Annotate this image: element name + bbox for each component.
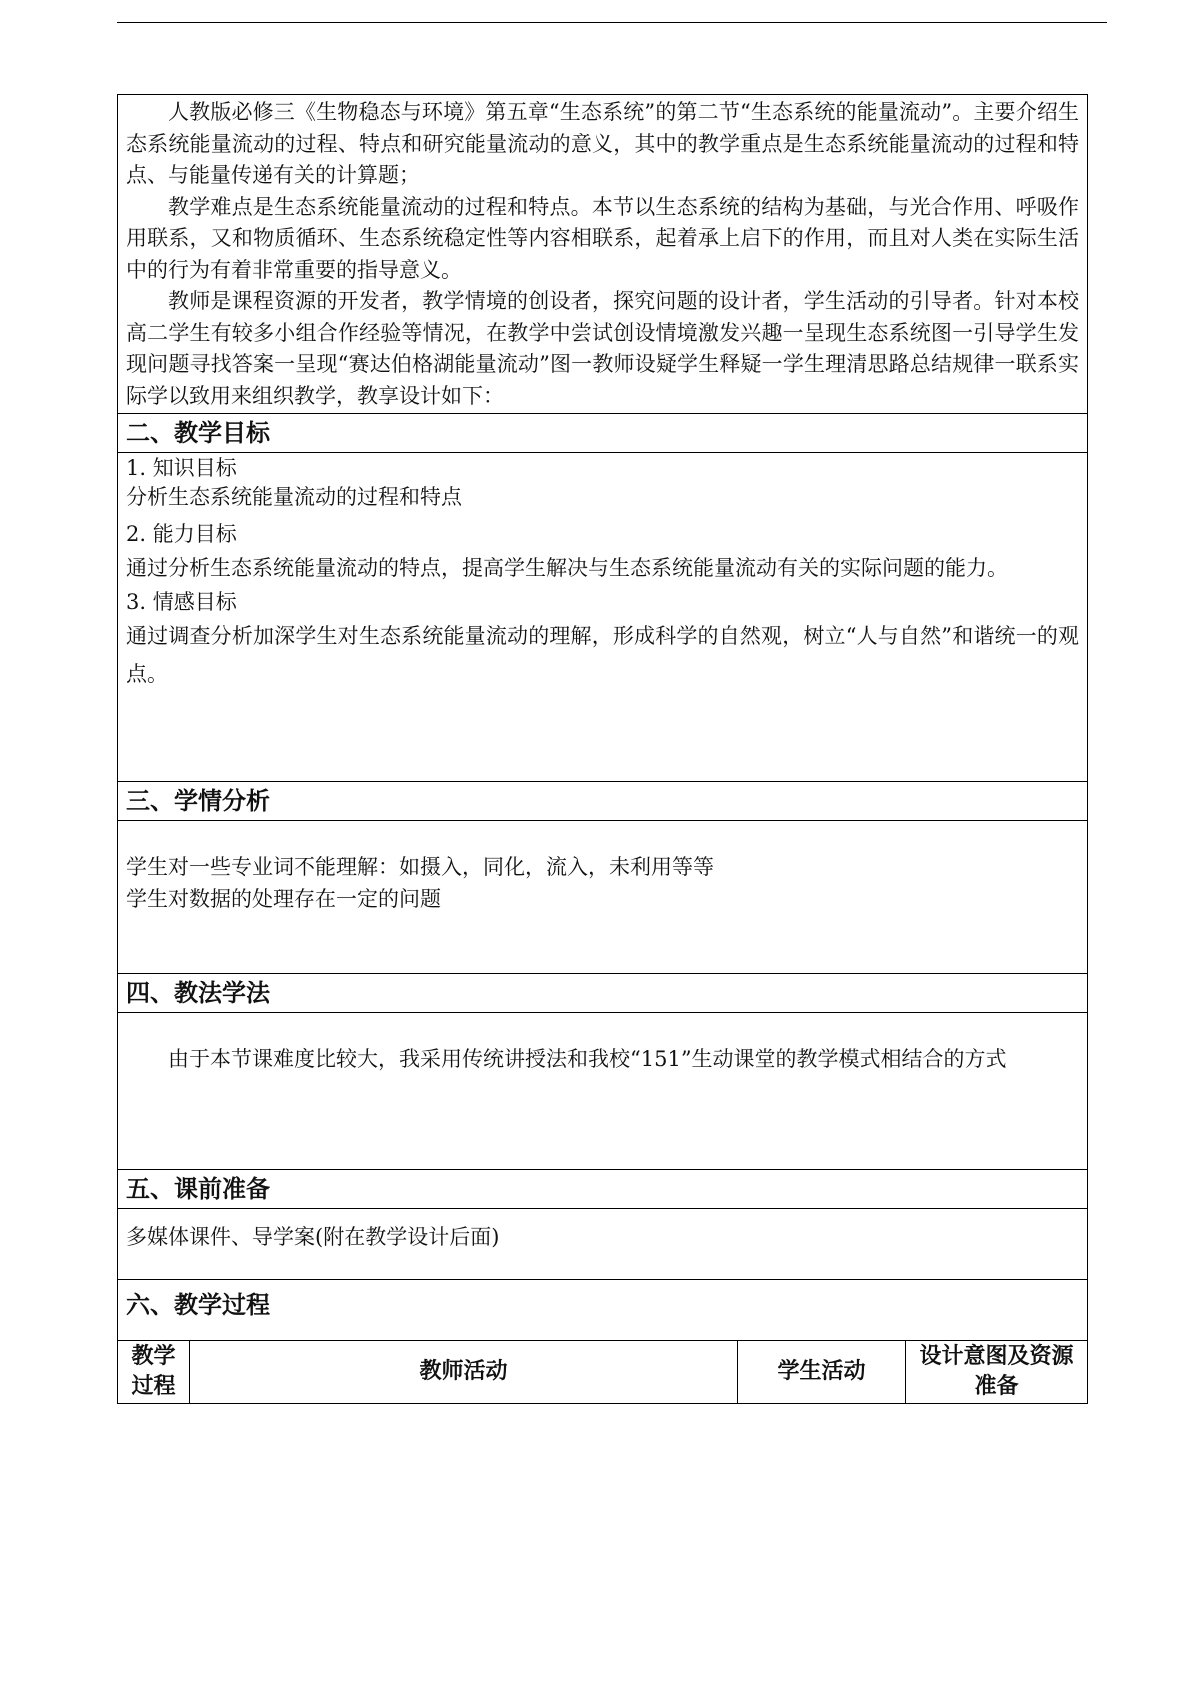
lesson-plan-table	[117, 94, 1088, 1404]
intro-paragraph-1: 人教版必修三《生物稳态与环境》第五章“生态系统”的第二节“生态系统的能量流动”。主要介绍生态系统能量流动的过程、特点和研究能量流动的意义，其中的教学重点是生态系统能量流动的过程和特点、与能量传递有关的计算题；	[126, 100, 1080, 187]
prep-row	[118, 1209, 1088, 1280]
col-design-intent: 设计意图及资源准备	[906, 1341, 1088, 1404]
col-teaching-process: 教学过程	[118, 1341, 190, 1404]
col-student-activity: 学生活动	[738, 1341, 906, 1404]
situation-row	[118, 821, 1088, 974]
intro-paragraph-2: 教学难点是生态系统能量流动的过程和特点。本节以生态系统的结构为基础，与光合作用、呼吸作用联系，又和物质循环、生态系统稳定性等内容相联系，起着承上启下的作用，而且对人类在实际生活中的行为有着非常重要的指导意义。	[126, 194, 1080, 282]
intro-paragraph-3: 教师是课程资源的开发者，教学情境的创设者，探究问题的设计者，学生活动的引导者。针对本校高二学生有较多小组合作经验等情况，在教学中尝试创设情境激发兴趣一呈现生态系统图一引导学生发现问题寻找答案一呈现“赛达伯格湖能量流动”图一教师设疑学生释疑一学生理清思路总结规律一联系实际学以致用来组织教学，教享设计如下：	[126, 289, 1080, 408]
process-heading-row	[118, 1280, 1088, 1341]
ability-goal-label: 2. 能力目标	[126, 522, 237, 546]
situation-heading: 三、学情分析	[118, 782, 1088, 821]
intro-row	[118, 95, 1088, 414]
situation-line-1: 学生对一些专业词不能理解：如摄入，同化，流入，未利用等等	[126, 855, 714, 879]
ability-goal-text: 通过分析生态系统能量流动的特点，提高学生解决与生态系统能量流动有关的实际问题的能力。	[126, 556, 1008, 580]
goals-heading: 二、教学目标	[118, 414, 1088, 453]
prep-heading: 五、课前准备	[118, 1170, 1088, 1209]
header-rule	[117, 22, 1107, 23]
prep-text: 多媒体课件、导学案(附在教学设计后面)	[118, 1209, 1088, 1280]
intro-cell	[118, 95, 1088, 414]
process-heading: 六、教学过程	[118, 1280, 1088, 1341]
situation-heading-row	[118, 782, 1088, 821]
situation-line-2: 学生对数据的处理存在一定的问题	[126, 887, 441, 911]
methods-heading: 四、教法学法	[118, 974, 1088, 1013]
prep-heading-row	[118, 1170, 1088, 1209]
methods-row	[118, 1013, 1088, 1170]
process-column-headers	[118, 1341, 1088, 1404]
methods-heading-row	[118, 974, 1088, 1013]
goals-heading-row	[118, 414, 1088, 453]
emotion-goal-text: 通过调查分析加深学生对生态系统能量流动的理解，形成科学的自然观，树立“人与自然”和谐统一的观点。	[126, 624, 1080, 686]
goals-row	[118, 453, 1088, 782]
col-teacher-activity: 教师活动	[190, 1341, 738, 1404]
methods-cell	[118, 1013, 1088, 1170]
knowledge-goal-label: 1. 知识目标	[126, 456, 237, 480]
situation-cell	[118, 821, 1088, 974]
emotion-goal-label: 3. 情感目标	[126, 590, 237, 614]
goals-cell	[118, 453, 1088, 782]
knowledge-goal-text: 分析生态系统能量流动的过程和特点	[126, 485, 462, 509]
methods-text: 由于本节课难度比较大，我采用传统讲授法和我校“151”生动课堂的教学模式相结合的方式	[168, 1047, 1007, 1071]
